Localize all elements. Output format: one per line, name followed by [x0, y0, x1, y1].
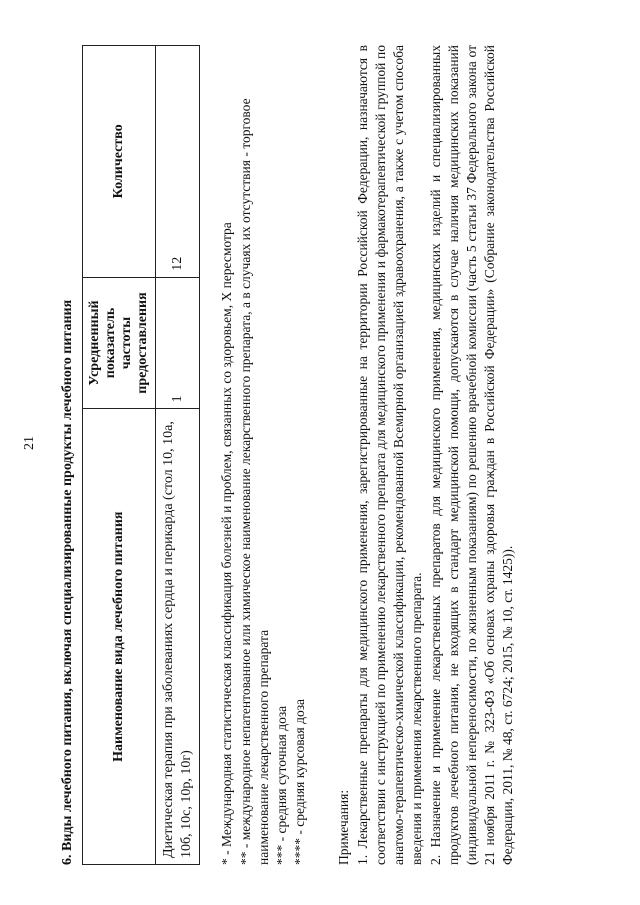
note-2: 2. Назначение и применение лекарственных препаратов для медицинского применения, медицинских изделий и специализированных продуктов лечебного питания, не входящих в стандарт медицинской помощи, допускаются в случае наличия медицинских показаний (индивидуальной непереносимости, по жизненным показаниям) по решению врачебной комиссии (часть 5 статьи 37 Федерального закона от 21 ноября 2011 г. № 323-ФЗ «Об основах охраны здоровья граждан в Российской Федерации» (Собрание законодательства Российской Федерации, 2011, № 48, ст. 6724; 2015, № 10, ст. 1425)). — [427, 45, 516, 865]
note-1: 1. Лекарственные препараты для медицинского применения, зарегистрированные на территории Российской Федерации, назначаются в соответствии с инструкцией по применению лекарственного препарата для медицинского применения и фармакотерапевтической группой по анатомо-терапевтическо-химической классификации, рекомендованной Всемирной организацией здравоохранения, а также с учетом способа введения и применения лекарственного препарата. — [354, 45, 425, 865]
footnotes — [218, 45, 309, 865]
row-frequency: 1 — [156, 277, 200, 409]
table-header-row — [83, 46, 156, 865]
table-row — [156, 46, 200, 865]
footnote-icd: * - Международная статистическая классификация болезней и проблем, связанных со здоровьем, X пересмотра — [219, 222, 235, 865]
footnote-course-dose: **** - средняя курсовая доза — [292, 698, 308, 865]
notes-title: Примечания: — [336, 789, 352, 865]
row-name: Диетическая терапия при заболеваниях сердца и перикарда (стол 10, 10а, 10б, 10с, 10р, 10г) — [156, 409, 200, 865]
header-quantity: Количество — [83, 46, 156, 278]
header-name: Наименование вида лечебного питания — [83, 409, 156, 865]
header-frequency: Усредненный показатель частоты предоставления — [83, 277, 156, 409]
footnote-daily-dose: *** - средняя суточная доза — [274, 705, 290, 865]
footnote-inn: ** - международное непатентованное или химическое наименование лекарственного препарата, а в случаях их отсутствия - торговое наименование лекарственного препарата — [237, 98, 271, 865]
row-quantity: 12 — [156, 46, 200, 278]
section-title: 6. Виды лечебного питания, включая специализированные продукты лечебного питания — [60, 299, 75, 865]
notes — [335, 45, 517, 865]
rotated-content — [60, 45, 590, 865]
page-number: 21 — [22, 436, 37, 450]
diet-table — [82, 45, 200, 865]
